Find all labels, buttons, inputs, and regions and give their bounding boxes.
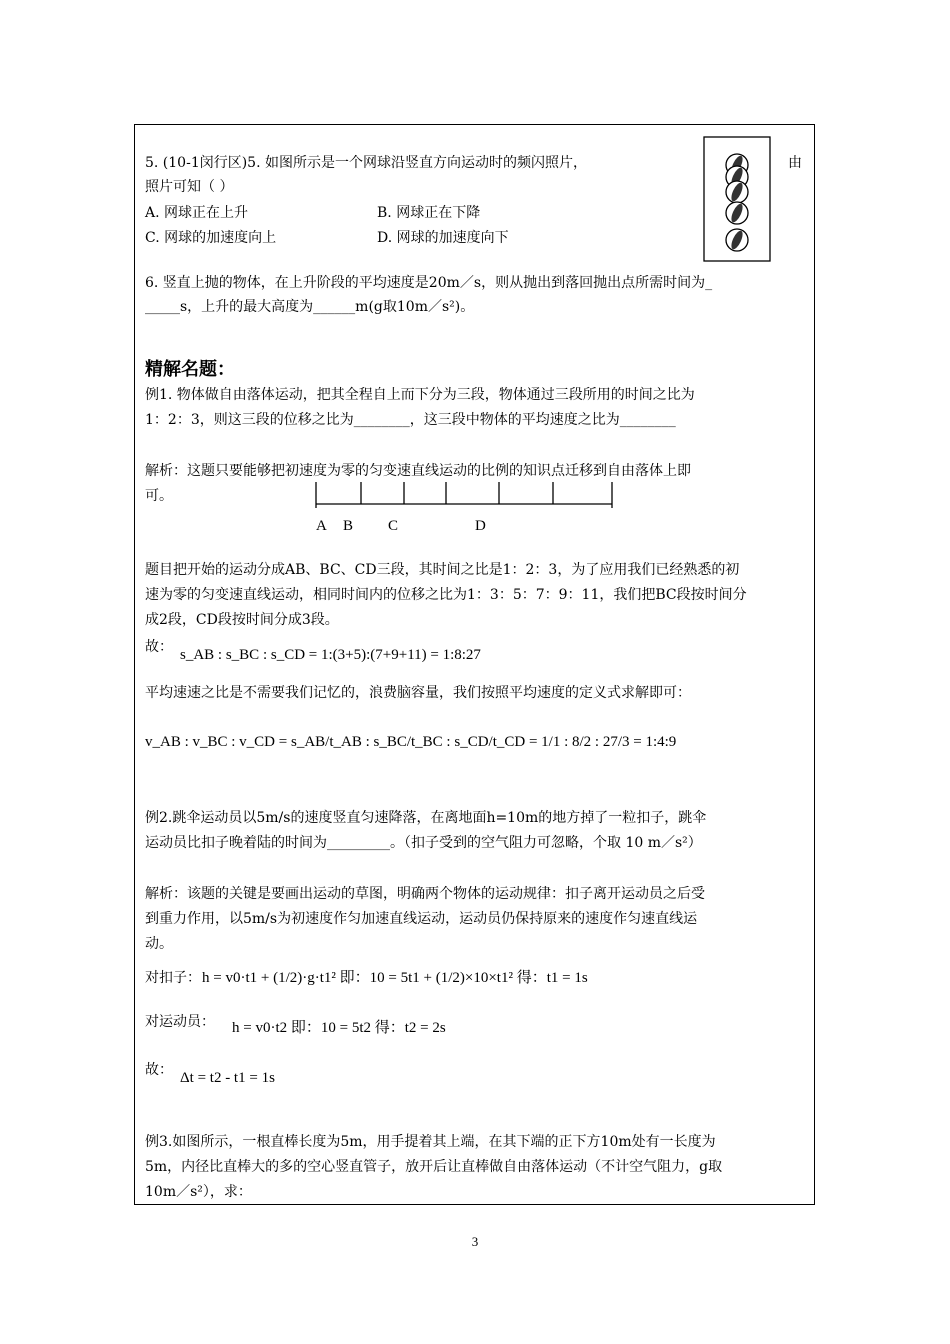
ball-image-4: [726, 202, 748, 224]
ex2-delta-equation: Δt = t2 - t1 = 1s: [180, 1070, 275, 1086]
ex1-analysis-line1: 解析：这题只要能够把初速度为零的匀变速直线运动的比例的知识点迁移到自由落体上即: [145, 463, 691, 479]
strobe-photo-figure: [700, 133, 776, 265]
ex3-line3: 10m／s²），求：: [145, 1184, 252, 1200]
ex2-jumper-label: 对运动员：: [145, 1014, 215, 1030]
q5-line1-tail: 由: [788, 155, 802, 171]
ex2-jumper-equation: h = v0·t2 即：10 = 5t2 得：t2 = 2s: [232, 1020, 446, 1036]
q5-line2: 照片可知（ ）: [145, 179, 234, 195]
label-a: A: [316, 518, 327, 534]
q6-line2: _____s，上升的最大高度为______m(g取10m／s²)。: [145, 299, 475, 315]
segment-diagram: [308, 478, 620, 538]
ball-image-5: [726, 229, 748, 251]
q5-option-a: A. 网球正在上升: [145, 205, 249, 221]
q5-option-b: B. 网球正在下降: [377, 205, 481, 221]
ex1-para-line4: 平均速速之比是不需要我们记忆的，浪费脑容量，我们按照平均速度的定义式求解即可：: [145, 685, 691, 701]
q5-line1: 5. (10-1闵行区)5. 如图所示是一个网球沿竖直方向运动时的频闪照片，: [145, 155, 587, 171]
ex3-line1: 例3.如图所示，一根直棒长度为5m，用手提着其上端，在其下端的正下方10m处有一长度为: [145, 1134, 716, 1150]
ex2-line1: 例2.跳伞运动员以5m/s的速度竖直匀速降落，在离地面h=10m的地方掉了一粒扣子，跳伞: [145, 810, 707, 826]
label-d: D: [475, 518, 486, 534]
page-number: 3: [471, 1234, 479, 1249]
ex1-analysis-line2: 可。: [145, 488, 173, 504]
ex1-para-line2: 速为零的匀变速直线运动，相同时间内的位移之比为1：3：5：7：9：11，我们把BC段按时间分: [145, 587, 747, 603]
q5-option-c: C. 网球的加速度向上: [145, 230, 277, 246]
ex2-gu-label: 故：: [145, 1062, 173, 1078]
ex1-para-line1: 题目把开始的运动分成AB、BC、CD三段，其时间之比是1：2：3，为了应用我们已经熟悉的初: [145, 562, 740, 578]
ex2-line2: 运动员比扣子晚着陆的时间为_________。（扣子受到的空气阻力可忽略，个取 10 m／s²）: [145, 835, 702, 851]
ex1-para-line3: 成2段，CD段按时间分成3段。: [145, 612, 339, 628]
ex2-button-equation: h = v0·t1 + (1/2)·g·t1² 即：10 = 5t1 + (1/2)×10×t1² 得：t1 = 1s: [202, 970, 588, 986]
label-c: C: [388, 518, 399, 534]
ex1-line2: 1：2：3，则这三段的位移之比为________，这三段中物体的平均速度之比为________: [145, 412, 676, 428]
ex1-gu-label: 故：: [145, 639, 173, 655]
q6-line1: 6. 竖直上抛的物体，在上升阶段的平均速度是20m／s，则从抛出到落回抛出点所需时间为_: [145, 275, 713, 291]
ex1-velocity-ratio-equation: v_AB : v_BC : v_CD = s_AB/t_AB : s_BC/t_BC : s_CD/t_CD = 1/1 : 8/2 : 27/3 = 1:4:9: [145, 734, 677, 750]
ball-image-3: [726, 181, 748, 203]
ex2-analysis-line2: 到重力作用，以5m/s为初速度作匀加速直线运动，运动员仍保持原来的速度作匀速直线运: [145, 911, 698, 927]
ex2-button-label: 对扣子：: [145, 970, 201, 986]
q5-option-d: D. 网球的加速度向下: [377, 230, 509, 246]
ex2-analysis-line3: 动。: [145, 936, 173, 952]
ex1-displacement-ratio-equation: s_AB : s_BC : s_CD = 1:(3+5):(7+9+11) = 1:8:27: [180, 647, 481, 663]
section-title: 精解名题：: [145, 359, 235, 380]
ex1-line1: 例1. 物体做自由落体运动，把其全程自上而下分为三段，物体通过三段所用的时间之比为: [145, 387, 695, 403]
ex2-analysis-line1: 解析：该题的关键是要画出运动的草图，明确两个物体的运动规律：扣子离开运动员之后受: [145, 886, 705, 902]
ex3-line2: 5m，内径比直棒大的多的空心竖直管子，放开后让直棒做自由落体运动（不计空气阻力，g取: [145, 1159, 723, 1175]
label-b: B: [343, 518, 354, 534]
